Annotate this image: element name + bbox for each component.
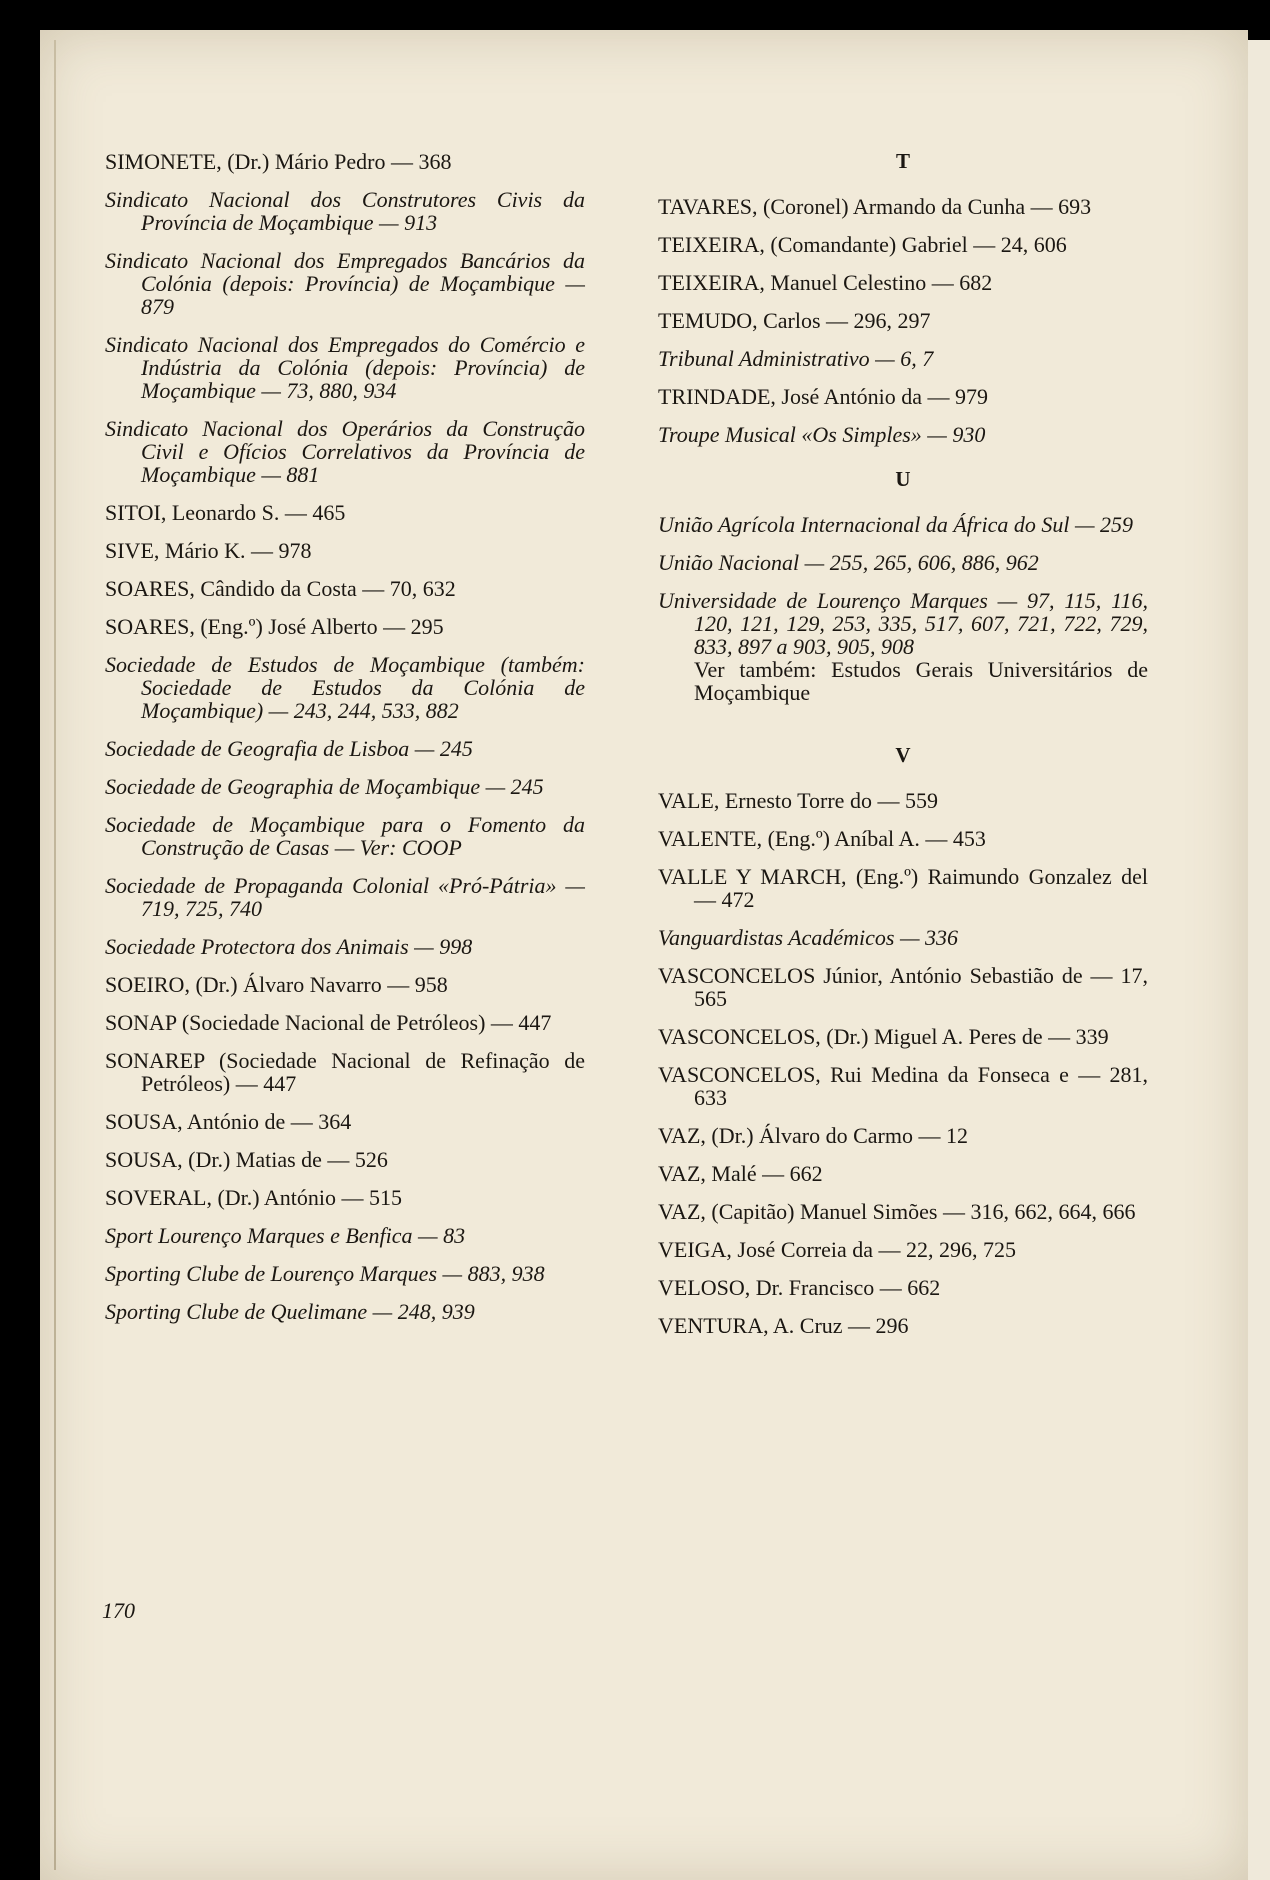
section-letter-t: T (895, 149, 910, 173)
index-entry: TAVARES, (Coronel) Armando da Cunha — 693 (658, 194, 1092, 219)
index-entry: VAZ, Malé — 662 (658, 1161, 823, 1186)
index-entry: SOARES, Cândido da Costa — 70, 632 (105, 576, 456, 601)
index-entry: SONAREP (Sociedade Nacional de Refinação de Petróleos) — 447 (105, 1048, 585, 1096)
index-entry: VALLE Y MARCH, (Eng.º) Raimundo Gonzalez del — 472 (658, 864, 1148, 912)
see-also-note (658, 658, 1148, 704)
index-entry: Sociedade de Estudos de Moçambique (também: Sociedade de Estudos da Colónia de Moçambique) — 243, 244, 533, 882 (105, 652, 585, 723)
index-entry: VAZ, (Capitão) Manuel Simões — 316, 662, 664, 666 (658, 1199, 1136, 1224)
index-entry: VASCONCELOS Júnior, António Sebastião de — 17, 565 (658, 963, 1148, 1011)
index-entry: Sociedade de Geografia de Lisboa — 245 (105, 736, 473, 761)
index-entry: SOVERAL, (Dr.) António — 515 (105, 1185, 402, 1210)
v-entries (658, 789, 1148, 1337)
u-entries (658, 513, 1148, 658)
index-entry: Universidade de Lourenço Marques — 97, 115, 116, 120, 121, 129, 253, 335, 517, 607, 721, 722, 729, 833, 897 a 903, 905, 908 (658, 588, 1148, 659)
index-entry: VAZ, (Dr.) Álvaro do Carmo — 12 (658, 1123, 968, 1148)
index-entry: SOEIRO, (Dr.) Álvaro Navarro — 958 (105, 972, 448, 997)
index-entry: SONAP (Sociedade Nacional de Petróleos) — 447 (105, 1010, 552, 1035)
index-entry: Sociedade de Moçambique para o Fomento da Construção de Casas — Ver: COOP (105, 812, 585, 860)
section-letter-v: V (895, 743, 911, 767)
index-entry: Troupe Musical «Os Simples» — 930 (658, 422, 986, 447)
index-entry: União Nacional — 255, 265, 606, 886, 962 (658, 550, 1039, 575)
index-entry: TRINDADE, José António da — 979 (658, 384, 988, 409)
index-entry: Sindicato Nacional dos Construtores Civis da Província de Moçambique — 913 (105, 187, 585, 235)
page-number: 170 (102, 1598, 135, 1623)
index-entry: SOUSA, António de — 364 (105, 1109, 352, 1134)
index-entry: SOARES, (Eng.º) José Alberto — 295 (105, 614, 444, 639)
t-entries (658, 195, 1148, 446)
index-entry: SITOI, Leonardo S. — 465 (105, 500, 346, 525)
index-entry: SOUSA, (Dr.) Matias de — 526 (105, 1147, 388, 1172)
index-entry: Sindicato Nacional dos Empregados do Comércio e Indústria da Colónia (depois: Província) de Moçambique — 73, 880, 934 (105, 332, 585, 403)
index-entry: VELOSO, Dr. Francisco — 662 (658, 1275, 941, 1300)
index-entry: TEIXEIRA, Manuel Celestino — 682 (658, 270, 993, 295)
next-page-edge (1248, 40, 1270, 1880)
index-entry: VALENTE, (Eng.º) Aníbal A. — 453 (658, 826, 986, 851)
right-index-column (658, 150, 1148, 1352)
index-entry: Sociedade Protectora dos Animais — 998 (105, 934, 473, 959)
section-letter-u: U (895, 467, 911, 491)
index-entry: TEMUDO, Carlos — 296, 297 (658, 308, 931, 333)
index-entry: SIVE, Mário K. — 978 (105, 538, 312, 563)
index-entry: VASCONCELOS, (Dr.) Miguel A. Peres de — 339 (658, 1024, 1109, 1049)
index-entry: Sporting Clube de Lourenço Marques — 883, 938 (105, 1261, 545, 1286)
left-index-column (105, 150, 585, 1338)
index-entry: VEIGA, José Correia da — 22, 296, 725 (658, 1237, 1017, 1262)
see-also-text: Ver também: Estudos Gerais Universitários de Moçambique (694, 657, 1148, 705)
index-entry: Sociedade de Propaganda Colonial «Pró-Pátria» — 719, 725, 740 (105, 873, 585, 921)
index-entry: Sociedade de Geographia de Moçambique — 245 (105, 774, 544, 799)
index-entry: Sindicato Nacional dos Operários da Construção Civil e Ofícios Correlativos da Província de Moçambique — 881 (105, 416, 585, 487)
index-entry: TEIXEIRA, (Comandante) Gabriel — 24, 606 (658, 232, 1067, 257)
binding-gutter (54, 40, 56, 1870)
index-entry: Vanguardistas Académicos — 336 (658, 925, 959, 950)
index-entry: Sport Lourenço Marques e Benfica — 83 (105, 1223, 466, 1248)
index-entry: Sindicato Nacional dos Empregados Bancários da Colónia (depois: Província) de Moçambique — 879 (105, 248, 585, 319)
index-entry: Tribunal Administrativo — 6, 7 (658, 346, 934, 371)
index-entry: União Agrícola Internacional da África do Sul — 259 (658, 512, 1134, 537)
index-entry: SIMONETE, (Dr.) Mário Pedro — 368 (105, 149, 452, 174)
index-entry: VASCONCELOS, Rui Medina da Fonseca e — 281, 633 (658, 1062, 1148, 1110)
index-entry: Sporting Clube de Quelimane — 248, 939 (105, 1299, 475, 1324)
index-entry: VALE, Ernesto Torre do — 559 (658, 788, 938, 813)
index-entry: VENTURA, A. Cruz — 296 (658, 1313, 909, 1338)
